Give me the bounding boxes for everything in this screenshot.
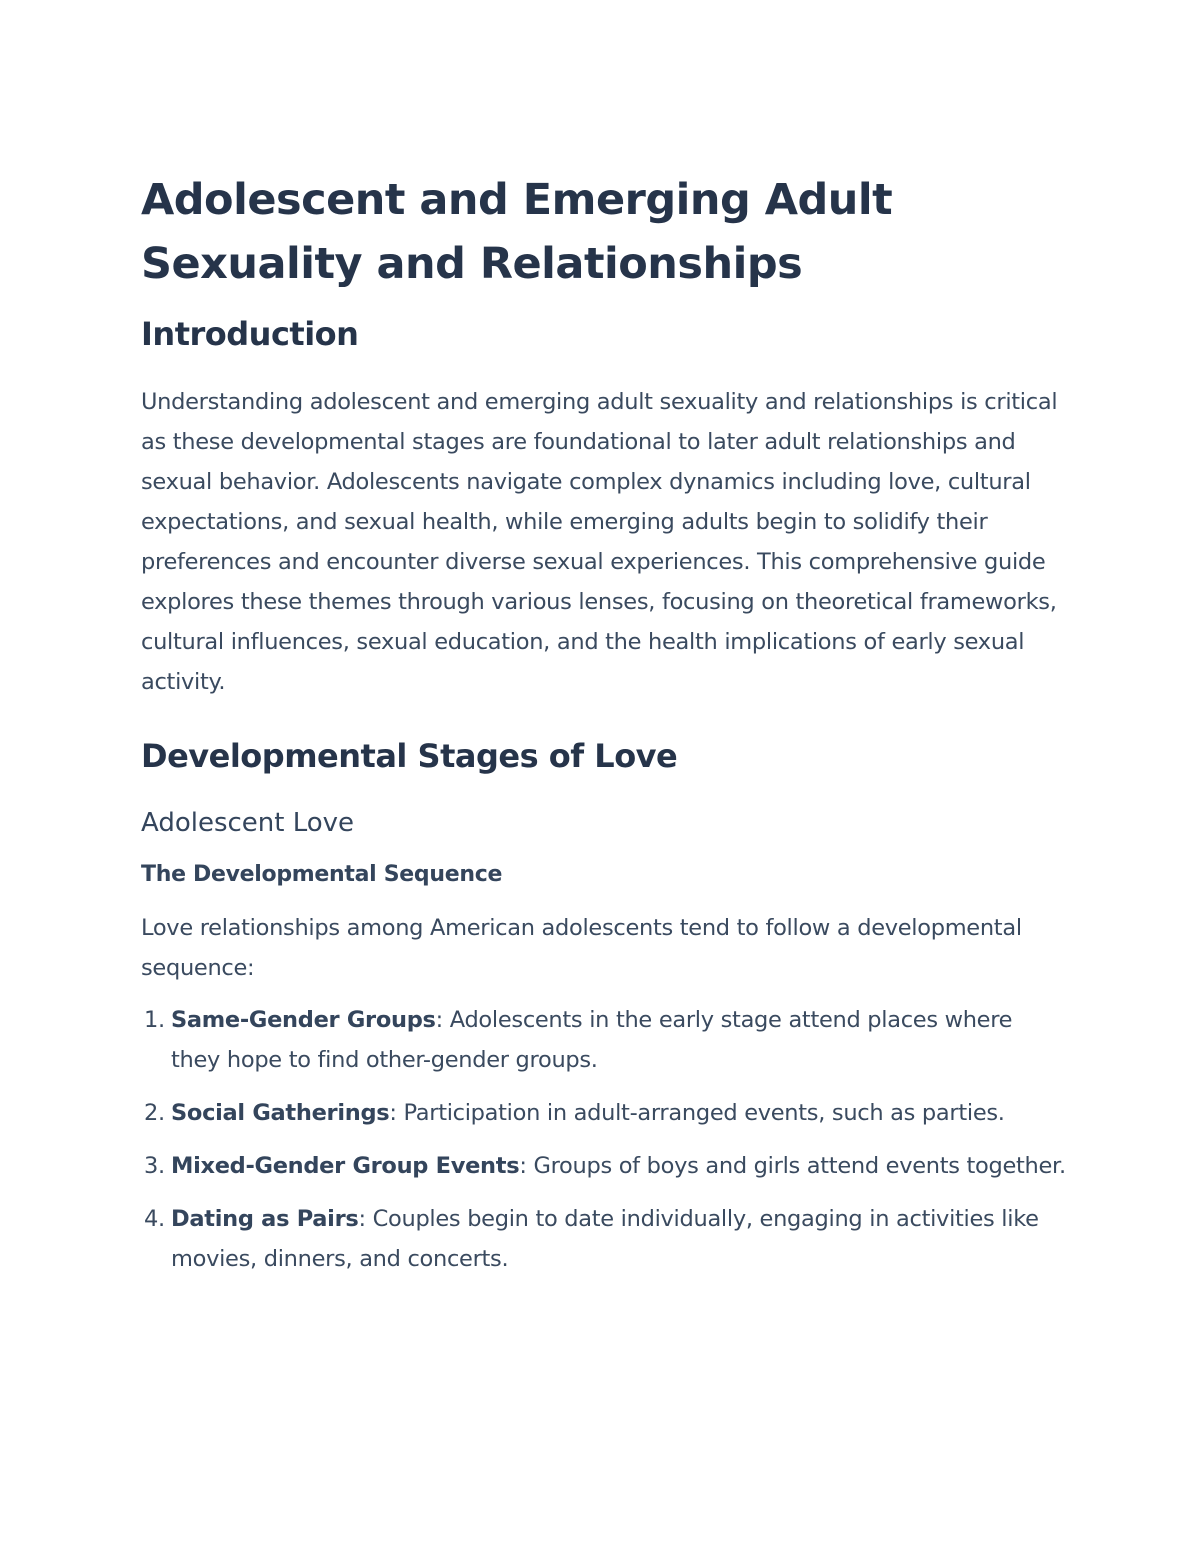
list-item-number: 4. [144, 1206, 165, 1232]
list-item [141, 1146, 1066, 1186]
list-item [141, 1093, 1066, 1133]
document-title: Adolescent and Emerging Adult Sexuality and Relationships [141, 175, 893, 289]
list-item-number: 1. [144, 1007, 165, 1033]
list-item-text: : Couples begin to date individually, engaging in activities like movies, dinners, and concerts. [171, 1206, 1039, 1272]
list-item [141, 1000, 1066, 1080]
list-item-term: Mixed-Gender Group Events [171, 1153, 520, 1179]
developmental-sequence-list [141, 1000, 1066, 1279]
introduction-paragraph: Understanding adolescent and emerging adult sexuality and relationships is critical as these developmental stages are foundational to later adult relationships and sexual behavior. Adolescents navigate complex dynamics including love, cultural expectations, and sexual health, while emerging adults begin to solidify their preferences and encounter diverse sexual experiences. This comprehensive guide explores these themes through various lenses, focusing on theoretical frameworks, cultural influences, sexual education, and the health implications of early sexual activity. [141, 389, 1058, 695]
section-heading-introduction: Introduction [141, 315, 359, 353]
list-item-number: 3. [144, 1153, 165, 1179]
subsubsection-heading-developmental-sequence: The Developmental Sequence [141, 862, 503, 887]
list-item-text: : Adolescents in the early stage attend places where they hope to find other-gender groups. [171, 1007, 1013, 1073]
section-heading-developmental-stages: Developmental Stages of Love [141, 737, 678, 775]
list-item-term: Same-Gender Groups [171, 1007, 436, 1033]
subsection-heading-adolescent-love: Adolescent Love [141, 808, 355, 838]
developmental-sequence-paragraph: Love relationships among American adolescents tend to follow a developmental sequence: [141, 915, 1022, 981]
list-item-term: Social Gatherings [171, 1100, 390, 1126]
list-item-text: : Groups of boys and girls attend events together. [519, 1153, 1066, 1179]
list-item-number: 2. [144, 1100, 165, 1126]
list-item-text: : Participation in adult-arranged events, such as parties. [389, 1100, 1005, 1126]
document-page [141, 168, 1066, 1292]
list-item-term: Dating as Pairs [171, 1206, 359, 1232]
list-item [141, 1199, 1066, 1279]
